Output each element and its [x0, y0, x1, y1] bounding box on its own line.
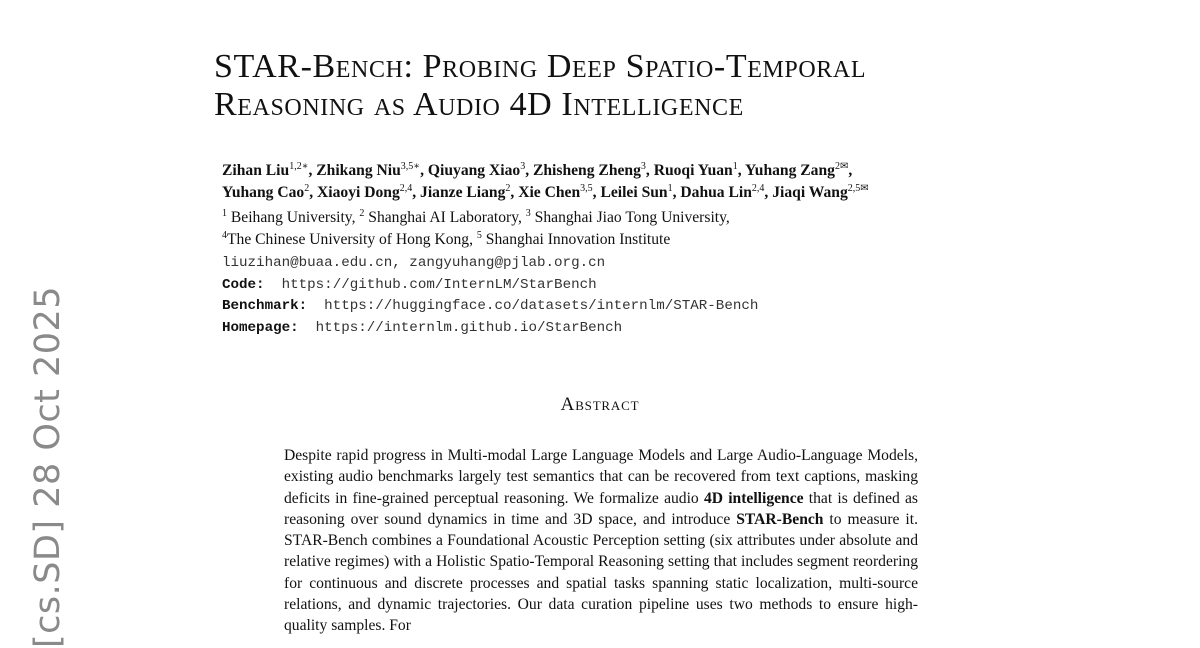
paper-title: [214, 48, 1114, 124]
emphasis-star-bench: STAR-Bench: [736, 510, 824, 528]
author: Yuhang Zang$^{2✉}$,: [744, 161, 853, 179]
abstract-text: Despite rapid progress in Multi-modal Large Language Models and Large Audio-Language Models, existing audio benchmarks largely test semantics that can be recovered from text captions, masking deficits in fine-grained perceptual reasoning. We formalize audio 4D intelligence that is defined as reasoning over sound dynamics in time and 3D space, and introduce STAR-Bench to measure it. STAR-Bench combines a Foundational Acoustic Perception setting (six attributes under absolute and relative regimes) with a Holistic Spatio-Temporal Reasoning setting that includes segment reordering for continuous and discrete processes and spatial tasks spanning static localization, multi-source relations, and dynamic trajectories. Our data curation pipeline uses two methods to ensure high-quality samples. For: [284, 447, 918, 635]
code-link[interactable]: Code: https://github.com/InternLM/StarBench: [222, 276, 597, 293]
affiliations: [222, 207, 1082, 251]
affiliation-line-1: $^1$ Beihang University, $^2$ Shanghai AI Laboratory, $^3$ Shanghai Jiao Tong University,: [222, 208, 730, 226]
title-line-1: STAR-Bench: Probing Deep Spatio-Temporal: [214, 48, 867, 85]
author-line-2: [222, 182, 1082, 204]
arxiv-side-stamp: [cs.SD] 28 Oct 2025: [28, 285, 68, 648]
author: Xie Chen$^{3,5}$,: [518, 183, 601, 201]
contact-links: [222, 253, 1122, 339]
author: Zihan Liu$^{1,2∗}$,: [222, 161, 317, 179]
author: Ruoqi Yuan$^1$,: [653, 161, 745, 179]
benchmark-link[interactable]: Benchmark: https://huggingface.co/datasets/internlm/STAR-Bench: [222, 298, 759, 314]
title-line-2: Reasoning as Audio 4D Intelligence: [214, 86, 744, 123]
email-line[interactable]: liuzihan@buaa.edu.cn, zangyuhang@pjlab.org.cn: [222, 255, 606, 271]
abstract-heading: Abstract: [560, 394, 640, 415]
author: Yuhang Cao$^2$,: [222, 183, 317, 201]
author-line-1: [222, 160, 1082, 182]
author: Xiaoyi Dong$^{2,4}$,: [317, 183, 421, 201]
homepage-link[interactable]: Homepage: https://internlm.github.io/StarBench: [222, 319, 623, 336]
affiliation-line-2: $^4$The Chinese University of Hong Kong, $^5$ Shanghai Innovation Institute: [222, 230, 671, 248]
author: Zhikang Niu$^{3,5∗}$,: [316, 161, 428, 179]
emphasis-4d-intelligence: 4D intelligence: [703, 489, 804, 507]
author-list: [222, 160, 1082, 204]
author: Leilei Sun$^1$,: [600, 183, 681, 201]
author: Dahua Lin$^{2,4}$,: [680, 183, 773, 201]
author: Jianze Liang$^2$,: [420, 183, 519, 201]
author: Zhisheng Zheng$^3$,: [532, 161, 654, 179]
author: Jiaqi Wang$^{2,5✉}$: [772, 183, 869, 201]
author: Qiuyang Xiao$^3$,: [427, 161, 533, 179]
